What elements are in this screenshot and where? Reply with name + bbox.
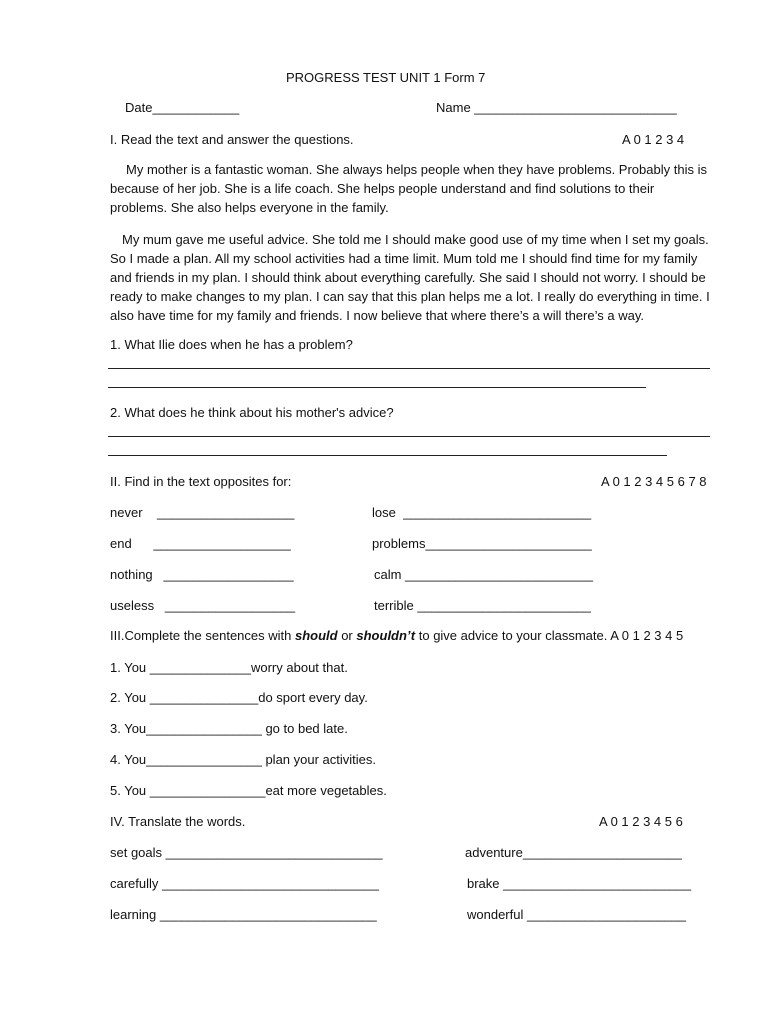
opposite-item[interactable]: calm __________________________ [374, 567, 594, 582]
section-1-score: A 0 1 2 3 4 [622, 132, 685, 147]
section-2-heading: II. Find in the text opposites for: [110, 474, 292, 489]
section-4-heading: IV. Translate the words. [110, 814, 246, 829]
section-1-heading: I. Read the text and answer the questions. [110, 132, 354, 147]
name-field[interactable]: Name ____________________________ [436, 100, 677, 115]
translate-item[interactable]: wonderful ______________________ [467, 907, 687, 922]
opposite-item[interactable]: lose __________________________ [372, 505, 592, 520]
date-field[interactable]: Date____________ [125, 100, 240, 115]
paragraph-1: My mother is a fantastic woman. She always helps people when they have problems. Probably this is because of her job. She is a life coach. She helps people understand and find solutions to their problems. She also helps everyone in the family. [110, 162, 707, 215]
sentence-item[interactable]: 2. You _______________do sport every day. [110, 690, 368, 705]
sentence-item[interactable]: 1. You ______________worry about that. [110, 660, 348, 675]
sentence-item[interactable]: 5. You ________________eat more vegetables. [110, 783, 387, 798]
opposite-item[interactable]: terrible ________________________ [374, 598, 591, 613]
keyword-should: should [294, 628, 338, 643]
heading-text: to give advice to your classmate. A 0 1 2 3 4 5 [415, 628, 684, 643]
reading-text [110, 160, 710, 217]
translate-item[interactable]: learning ______________________________ [110, 907, 377, 922]
answer-line[interactable] [108, 368, 710, 369]
answer-line[interactable] [108, 387, 646, 388]
opposite-item[interactable]: end ___________________ [110, 536, 291, 551]
sentence-item[interactable]: 3. You________________ go to bed late. [110, 721, 348, 736]
page-title: PROGRESS TEST UNIT 1 Form 7 [286, 70, 486, 85]
question-2: 2. What does he think about his mother's advice? [110, 405, 394, 420]
reading-text-2 [110, 230, 710, 325]
section-2-score: A 0 1 2 3 4 5 6 7 8 [601, 474, 707, 489]
sentence-item[interactable]: 4. You________________ plan your activities. [110, 752, 376, 767]
opposite-item[interactable]: never ___________________ [110, 505, 295, 520]
question-1: 1. What Ilie does when he has a problem? [110, 337, 353, 352]
translate-item[interactable]: brake __________________________ [467, 876, 692, 891]
translate-item[interactable]: set goals ______________________________ [110, 845, 383, 860]
heading-text: or [337, 628, 357, 643]
translate-item[interactable]: carefully ______________________________ [110, 876, 379, 891]
section-4-score: A 0 1 2 3 4 5 6 [599, 814, 683, 829]
section-3-heading [110, 628, 683, 644]
answer-line[interactable] [108, 455, 667, 456]
opposite-item[interactable]: problems_______________________ [372, 536, 592, 551]
opposite-item[interactable]: useless __________________ [110, 598, 296, 613]
heading-text: III.Complete the sentences with [110, 628, 295, 643]
translate-item[interactable]: adventure______________________ [465, 845, 682, 860]
answer-line[interactable] [108, 436, 710, 437]
keyword-shouldnt: shouldn’t [356, 628, 416, 643]
paragraph-2: My mum gave me useful advice. She told me I should make good use of my time when I set my goals. So I made a plan. All my school activities had a time limit. Mum told me I should find time for my family and friends in my plan. I should think about everything carefully. She said I should not worry. I should be ready to make changes to my plan. I can say that this plan helps me a lot. I really do everything in time. I also have time for my family and friends. I now believe that where there’s a will there’s a way. [110, 232, 710, 323]
opposite-item[interactable]: nothing __________________ [110, 567, 294, 582]
